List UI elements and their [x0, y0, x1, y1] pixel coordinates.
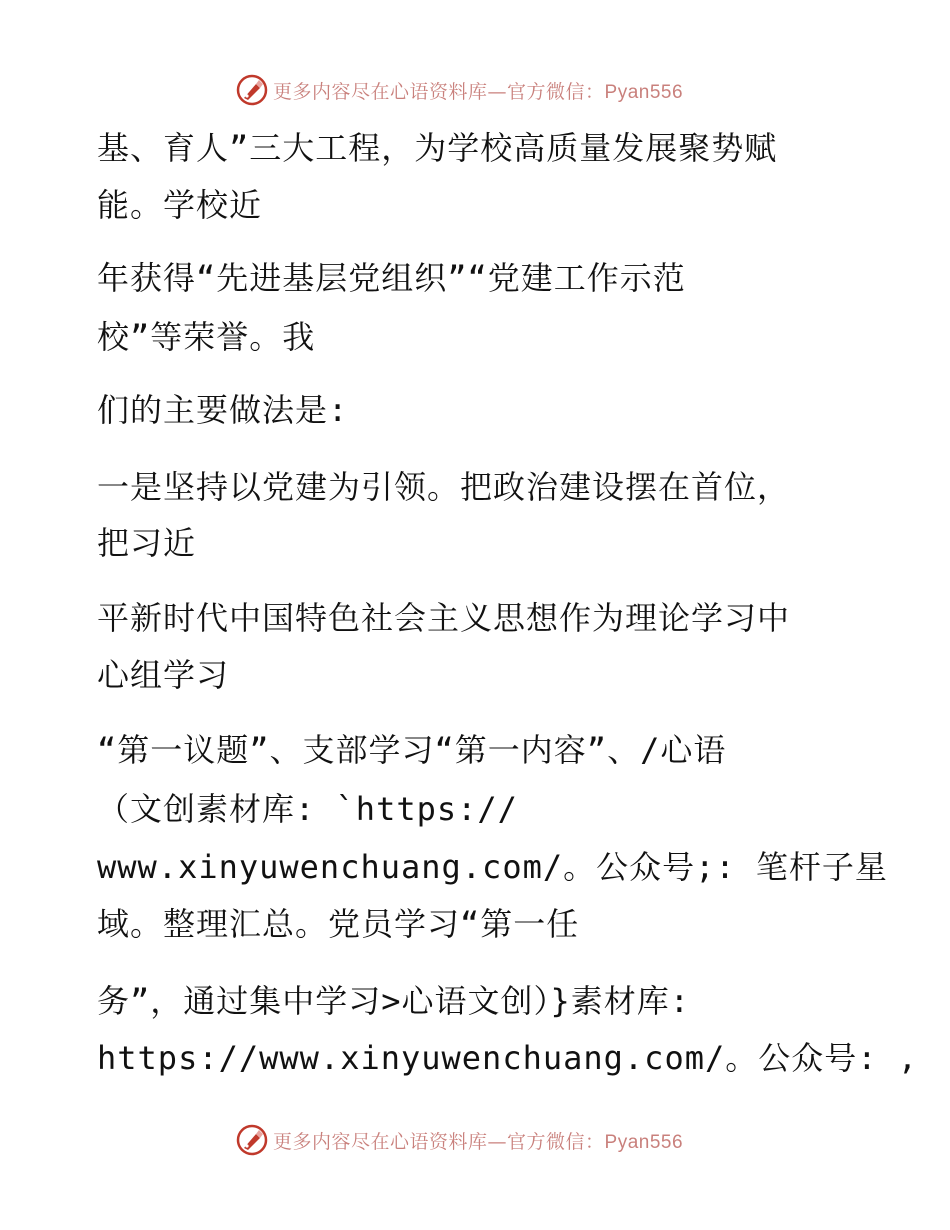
text-line: 们的主要做法是: [97, 391, 349, 429]
text-line: 校”等荣誉。我 [97, 318, 316, 356]
text-line: https://www.xinyuwenchuang.com/。公众号: , [97, 1039, 919, 1077]
pen-logo-icon [235, 1123, 269, 1157]
text-line: 基、育人”三大工程，为学校高质量发展聚势赋 [97, 129, 778, 167]
banner-main-text: 更多内容尽在心语资料库 [273, 80, 488, 103]
text-line: 平新时代中国特色社会主义思想作为理论学习中 [97, 599, 791, 637]
banner-wechat-text: 官方微信：Pyan556 [507, 81, 684, 103]
text-line: 年获得“先进基层党组织”“党建工作示范 [97, 259, 686, 297]
text-line: 心组学习 [97, 656, 230, 694]
banner-separator: — [487, 1130, 508, 1153]
banner-main-text: 更多内容尽在心语资料库 [273, 1130, 488, 1153]
text-line: www.xinyuwenchuang.com/。公众号;: 笔杆子星 [97, 848, 888, 886]
banner-text [273, 1127, 683, 1154]
text-line: 能。学校近 [97, 186, 263, 224]
text-line: 务”，通过集中学习>心语文创）}素材库: [97, 982, 691, 1020]
text-line: （文创素材库: `https:// [97, 790, 518, 828]
footer-banner [235, 1120, 715, 1160]
text-line: 域。整理汇总。党员学习“第一任 [97, 905, 580, 943]
text-line: 把习近 [97, 524, 197, 562]
banner-separator: — [487, 80, 508, 103]
text-line: 一是坚持以党建为引领。把政治建设摆在首位， [97, 468, 791, 506]
banner-wechat-text: 官方微信：Pyan556 [507, 1131, 684, 1153]
text-line: “第一议题”、支部学习“第一内容”、/心语 [97, 731, 727, 769]
